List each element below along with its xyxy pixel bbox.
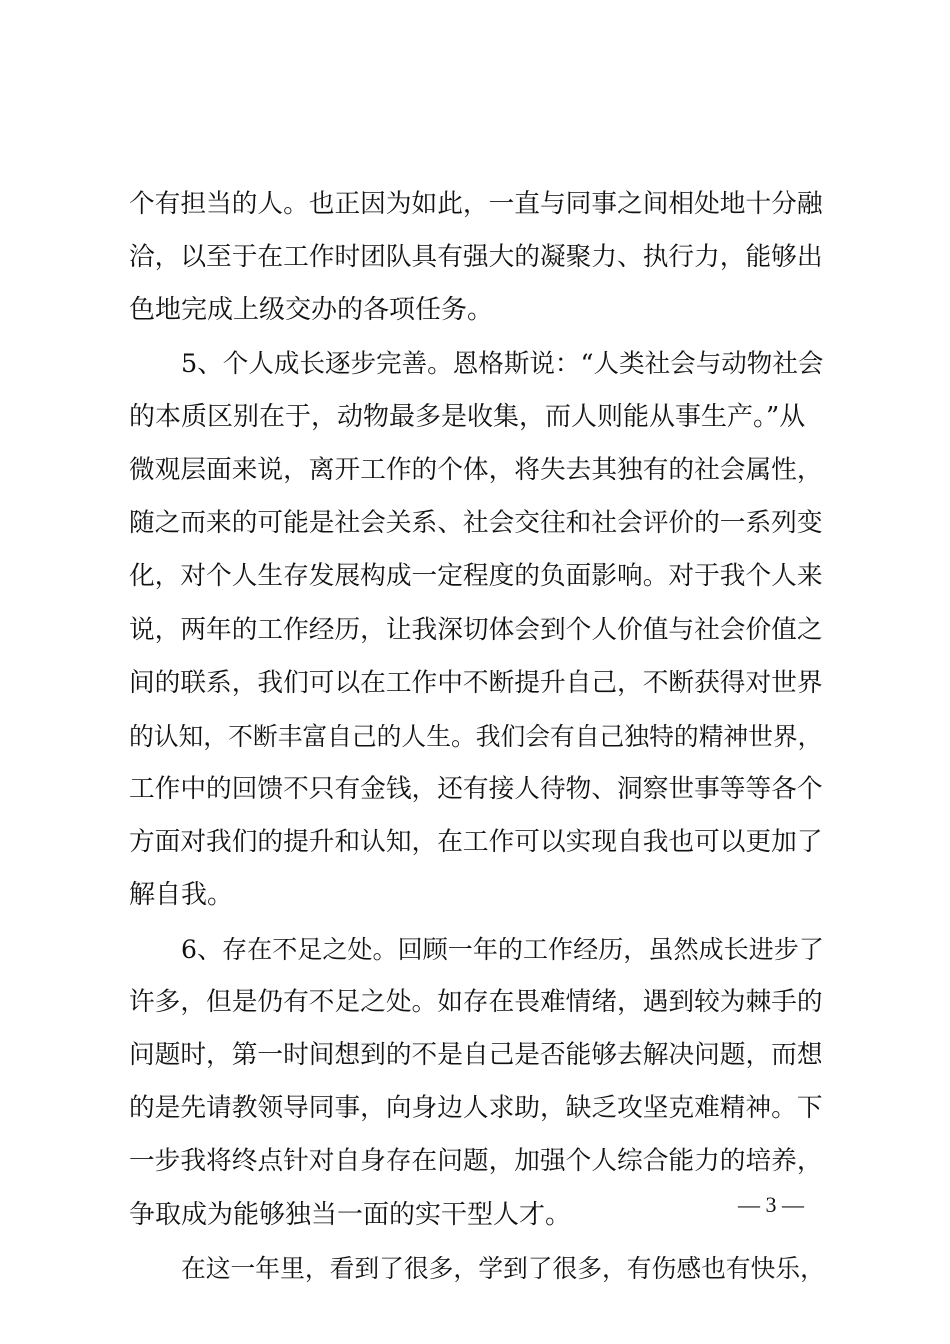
text-line: 许多，但是仍有不足之处。如存在畏难情绪，遇到较为棘手的: [129, 986, 823, 1017]
text-line: 个有担当的人。也正因为如此，一直与同事之间相处地十分融: [129, 189, 823, 219]
text-line: 问题时，第一时间想到的不是自己是否能够去解决问题，而想: [129, 1040, 823, 1070]
document-body: [129, 178, 823, 1295]
text-line: 洽，以至于在工作时团队具有强大的凝聚力、执行力，能够出: [129, 242, 823, 273]
text-line: 工作中的回馈不只有金钱，还有接人待物、洞察世事等等各个: [129, 774, 823, 805]
page-number: — 3 —: [738, 1192, 804, 1217]
text-line: 间的联系，我们可以在工作中不断提升自己，不断获得对世界: [129, 667, 823, 698]
text-line: 的是先请教领导同事，向身边人求助，缺乏攻坚克难精神。下: [129, 1093, 823, 1124]
text-line: 化，对个人生存发展构成一定程度的负面影响。对于我个人来: [129, 561, 823, 592]
text-line: 的认知，不断丰富自己的人生。我们会有自己独特的精神世界，: [129, 721, 823, 751]
text-line: 一步我将终点针对自身存在问题，加强个人综合能力的培养，: [129, 1146, 823, 1177]
paragraph-start-line: 在这一年里，看到了很多，学到了很多，有伤感也有快乐，: [181, 1253, 825, 1283]
paragraph-start-line: 5、个人成长逐步完善。恩格斯说：“人类社会与动物社会: [181, 348, 824, 379]
text-line: 随之而来的可能是社会关系、社会交往和社会评价的一系列变: [129, 508, 823, 539]
text-line: 争取成为能够独当一面的实干型人才。: [129, 1199, 572, 1230]
text-line: 方面对我们的提升和认知，在工作可以实现自我也可以更加了: [129, 827, 823, 858]
text-line: 的本质区别在于，动物最多是收集，而人则能从事生产。”从: [129, 401, 806, 432]
paragraph-start-line: 6、存在不足之处。回顾一年的工作经历，虽然成长进步了: [181, 934, 824, 964]
text-line: 说，两年的工作经历，让我深切体会到个人价值与社会价值之: [129, 614, 823, 645]
text-line: 色地完成上级交办的各项任务。: [129, 295, 494, 326]
text-line: 解自我。: [129, 880, 234, 911]
text-line: 微观层面来说，离开工作的个体，将失去其独有的社会属性，: [129, 454, 823, 485]
